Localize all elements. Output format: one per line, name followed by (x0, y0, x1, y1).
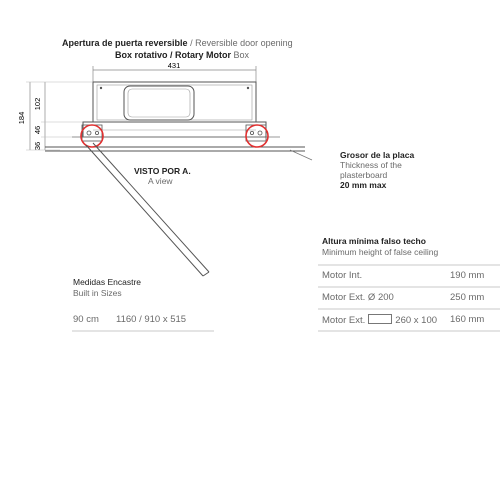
row-value: 250 mm (450, 292, 485, 303)
false-ceiling-subtitle: Minimum height of false ceiling (322, 247, 439, 257)
view-label-title: VISTO POR A. (134, 166, 191, 176)
plasterboard-title: Grosor de la placa (340, 150, 415, 160)
mid-height-value: 46 (33, 125, 42, 135)
plasterboard-note: Grosor de la placa Thickness of the plasterboard 20 mm max (340, 150, 415, 190)
header-subtitle-es: Box rotativo / (115, 50, 173, 60)
motor-box (83, 82, 266, 137)
false-ceiling-heading (322, 236, 438, 258)
header-subtitle-en: Rotary Motor (175, 50, 232, 60)
top-height-value: 102 (33, 97, 42, 111)
row-value: 190 mm (450, 270, 485, 281)
plasterboard-value: 20 mm max (340, 180, 387, 190)
row-label: Motor Int. (322, 270, 363, 281)
open-door (86, 143, 209, 276)
row-label: Motor Ext. (322, 315, 366, 326)
table-row (322, 314, 437, 326)
row-label: Motor Ext. Ø 200 (322, 292, 394, 303)
total-height-value: 184 (17, 111, 26, 125)
height-dimensions (17, 82, 92, 150)
built-in-subtitle: Built in Sizes (73, 288, 122, 298)
header-line-2: Box rotativo / Rotary Motor Box (115, 50, 250, 60)
width-dimension (93, 61, 256, 82)
hinge-highlight-left (81, 125, 103, 147)
view-label-subtitle: A view (148, 176, 173, 186)
rectangular-duct-icon (368, 314, 392, 324)
view-label (134, 166, 191, 186)
hinge-highlight-right (246, 125, 268, 147)
width-value: 431 (167, 61, 181, 70)
header-line-1: Apertura de puerta reversible / Reversible door opening (62, 38, 293, 48)
header-title-en: Reversible door opening (195, 38, 293, 48)
false-ceiling-title: Altura mínima falso techo (322, 236, 426, 246)
header-title-es: Apertura de puerta reversible (62, 38, 188, 48)
table-row (322, 292, 394, 303)
table-row (322, 270, 362, 281)
built-in-size: 90 cm (73, 314, 99, 325)
built-in-heading (73, 277, 141, 299)
built-in-title: Medidas Encastre (73, 277, 142, 287)
built-in-dims: 1160 / 910 x 515 (116, 314, 187, 325)
row-value: 160 mm (450, 314, 485, 325)
bottom-height-value: 36 (33, 141, 42, 151)
row-dims: 260 x 100 (395, 315, 438, 326)
